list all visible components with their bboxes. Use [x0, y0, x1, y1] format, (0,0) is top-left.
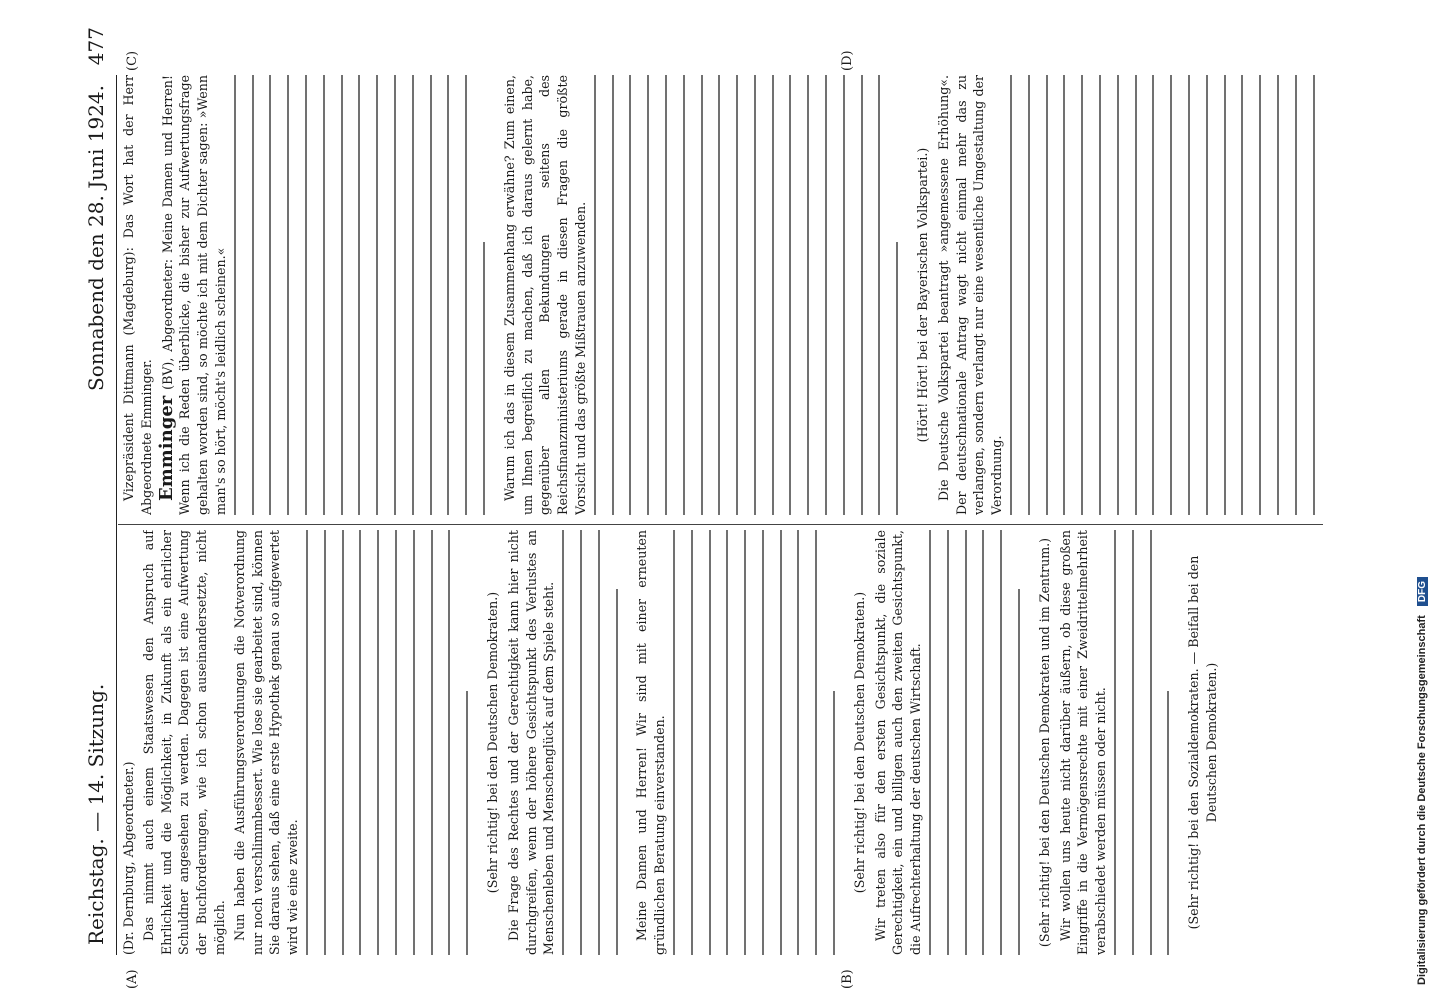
paragraph: Meine Damen und Herren! Wir sind mit einer erneuten gründlichen Beratung einverstanden. [634, 530, 668, 955]
dfg-logo: DFG [1417, 577, 1428, 606]
paragraph: Wir wollen uns heute nicht darüber äußern, ob diese großen Eingriffe in die Vermögensrechte mit einer Zweidrittelmehrheit verabschiedet werden müssen oder nicht. [1057, 530, 1109, 955]
paragraph: Die Deutsche Volkspartei beantragt »angemessene Erhöhung«. Der deutschnationale Antrag wagt nicht einmal mehr das zu verlangen, sondern verlangt nur eine wesentliche Umgestaltung der Verordnung. [935, 75, 1005, 515]
applause: (Sehr richtig! bei den Deutschen Demokraten und im Zentrum.) [1036, 537, 1052, 948]
text-lines [1010, 75, 1315, 515]
paragraph: Vizepräsident Dittmann (Magdeburg): Das Wort hat der Herr Abgeordnete Emminger. [121, 75, 154, 515]
paragraph: Warum ich das in diesem Zusammenhang erwähne? Zum einen, um Ihnen begreiflich zu machen, daß ich daraus gelernt habe, gegenüber allen Bekundungen seitens des Reichsfinanzministeriums gerade in diesen Fragen die größte Vorsicht und das größte Mißtrauen anzuwenden. [501, 75, 588, 515]
column-divider [118, 524, 1323, 525]
paragraph: Nun haben die Ausführungsverordnungen die Notverordnung nur noch verschlimmbessert. Wie lose sie gearbeitet sind, können Sie daraus sehen, daß eine erste Hypothek genau so aufgewertet wird wie eine zweite. [231, 530, 301, 955]
text-lines [562, 530, 617, 955]
right-column [120, 75, 1320, 515]
header-session: Reichstag. — 14. Sitzung. [84, 683, 108, 945]
applause: (Sehr richtig! bei den Sozialdemokraten. — Beifall bei den Deutschen Demokraten.) [1186, 555, 1220, 930]
margin-mark-d: (D) [840, 50, 855, 71]
left-column [120, 530, 1320, 955]
text-lines [929, 530, 1020, 955]
margin-mark-b: (B) [840, 969, 855, 989]
paragraph: Die Frage des Rechtes und der Gerechtigkeit kann hier nicht durchgreifen, wenn der höhere Gesichtspunkt des Verlustes an Menschenleben und Menschenglück auf dem Spiele steht. [505, 530, 557, 955]
speaker-intro: (Dr. Dernburg, Abgeordneter.) [121, 761, 136, 955]
paragraph: Das nimmt auch einem Staatswesen den Anspruch auf Ehrlichkeit und die Möglichkeit, in Zukunft als ein ehrlicher Schuldner angesehen zu werden. Dagegen ist eine Aufwertung der Buchforderungen, wie ich schon auseinandersetzte, nicht möglich. [140, 530, 227, 955]
text-lines [306, 530, 468, 955]
page-number: 477 [84, 27, 108, 66]
paragraph: (BV), Abgeordneter: Meine Damen und Herren! Wenn ich die Reden überblicke, die bisher zur Aufwertungsfrage gehalten worden sind, so möchte ich mit dem Dichter sagen: »Wenn man's so hört, möcht's leidlich scheinen.« [159, 75, 228, 515]
paragraph: Wir treten also für den ersten Gesichtspunkt, die soziale Gerechtigkeit, ein und billigen auch den zweiten Gesichtspunkt, die Aufrechterhaltung der deutschen Wirtschaft. [872, 530, 924, 955]
header-date: Sonnabend den 28. Juni 1924. [84, 85, 108, 391]
applause: (Sehr richtig! bei den Deutschen Demokraten.) [484, 591, 500, 894]
text-lines [673, 530, 835, 955]
text-lines [234, 75, 485, 515]
speaker-name: Emminger [155, 395, 177, 501]
rotated-page [80, 27, 1330, 989]
applause: (Hört! Hört! bei der Bayerischen Volkspartei.) [915, 147, 931, 443]
text-lines [594, 75, 899, 515]
text-lines [1114, 530, 1169, 955]
margin-mark-c: (C) [125, 50, 140, 71]
dfg-side-strip [1416, 5, 1434, 985]
page-header [80, 27, 117, 955]
dfg-credit-text: Digitalisierung gefördert durch die Deutsche Forschungsgemeinschaft [1416, 615, 1428, 985]
applause: (Sehr richtig! bei den Deutschen Demokraten.) [851, 591, 867, 894]
margin-mark-a: (A) [125, 969, 140, 989]
